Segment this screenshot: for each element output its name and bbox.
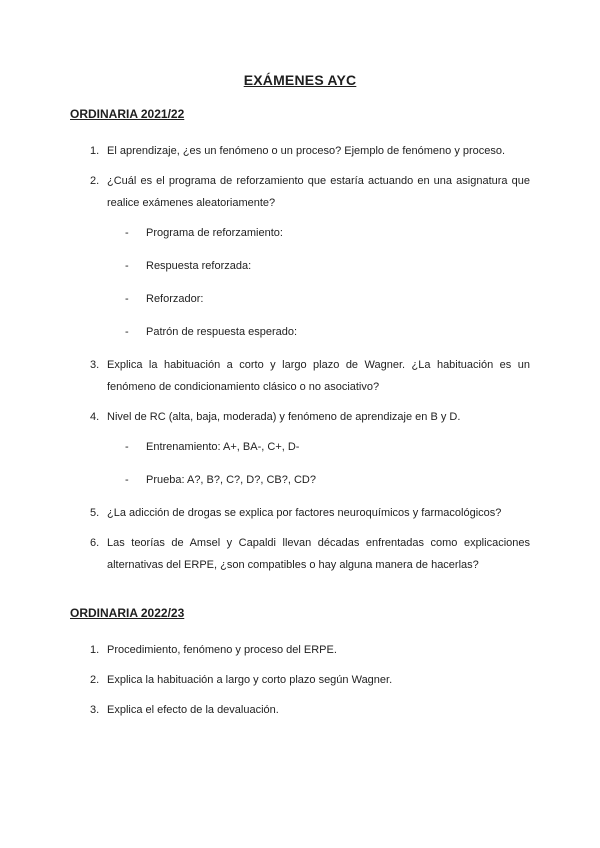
question-item bbox=[70, 170, 530, 214]
question-subitem bbox=[70, 469, 530, 491]
document-title: EXÁMENES AYC bbox=[243, 72, 357, 88]
question-subitem bbox=[70, 255, 530, 277]
item-text: Explica la habituación a largo y corto plazo según Wagner. bbox=[107, 674, 393, 686]
subitem-text: Prueba: A?, B?, C?, D?, CB?, CD? bbox=[146, 474, 316, 486]
section-ordinaria-2022-23 bbox=[70, 606, 530, 721]
dash-bullet: - bbox=[125, 441, 129, 453]
subitem-text: Programa de reforzamiento: bbox=[146, 227, 283, 239]
item-text: El aprendizaje, ¿es un fenómeno o un proceso? Ejemplo de fenómeno y proceso. bbox=[107, 145, 506, 157]
dash-bullet: - bbox=[125, 326, 129, 338]
item-number: 3. bbox=[90, 704, 100, 716]
question-subitem bbox=[70, 288, 530, 310]
item-text: ¿La adicción de drogas se explica por factores neuroquímicos y farmacológicos? bbox=[107, 507, 502, 519]
question-item bbox=[70, 532, 530, 576]
question-item bbox=[70, 669, 530, 691]
question-item bbox=[70, 502, 530, 524]
subitem-text: Reforzador: bbox=[146, 293, 204, 305]
section-ordinaria-2021-22 bbox=[70, 107, 530, 576]
subitem-text: Entrenamiento: A+, BA-, C+, D- bbox=[146, 441, 300, 453]
item-text: ¿Cuál es el programa de reforzamiento que estaría actuando en una asignatura que realice exámenes aleatoriamente? bbox=[107, 175, 530, 209]
question-subitem bbox=[70, 436, 530, 458]
question-item bbox=[70, 639, 530, 661]
item-text: Nivel de RC (alta, baja, moderada) y fenómeno de aprendizaje en B y D. bbox=[107, 411, 461, 423]
dash-bullet: - bbox=[125, 293, 129, 305]
item-number: 5. bbox=[90, 507, 100, 519]
item-number: 1. bbox=[90, 644, 100, 656]
section-heading: ORDINARIA 2022/23 bbox=[70, 606, 185, 620]
question-item bbox=[70, 354, 530, 398]
item-number: 2. bbox=[90, 674, 100, 686]
item-text: Explica el efecto de la devaluación. bbox=[107, 704, 279, 716]
item-text: Explica la habituación a corto y largo plazo de Wagner. ¿La habituación es un fenómeno de condicionamiento clásico o no asociativo? bbox=[107, 359, 530, 393]
question-item bbox=[70, 140, 530, 162]
item-number: 3. bbox=[90, 359, 100, 371]
question-item bbox=[70, 406, 530, 428]
dash-bullet: - bbox=[125, 227, 129, 239]
item-text: Las teorías de Amsel y Capaldi llevan décadas enfrentadas como explicaciones alternativas del ERPE, ¿son compatibles o hay alguna manera de hacerlas? bbox=[107, 537, 530, 571]
item-number: 6. bbox=[90, 537, 100, 549]
subitem-text: Respuesta reforzada: bbox=[146, 260, 252, 272]
item-number: 2. bbox=[90, 175, 100, 187]
dash-bullet: - bbox=[125, 260, 129, 272]
item-text: Procedimiento, fenómeno y proceso del ERPE. bbox=[107, 644, 337, 656]
question-item bbox=[70, 699, 530, 721]
question-subitem bbox=[70, 222, 530, 244]
subitem-text: Patrón de respuesta esperado: bbox=[146, 326, 298, 338]
question-subitem bbox=[70, 321, 530, 343]
item-number: 1. bbox=[90, 145, 100, 157]
dash-bullet: - bbox=[125, 474, 129, 486]
item-number: 4. bbox=[90, 411, 100, 423]
section-heading: ORDINARIA 2021/22 bbox=[70, 107, 185, 121]
